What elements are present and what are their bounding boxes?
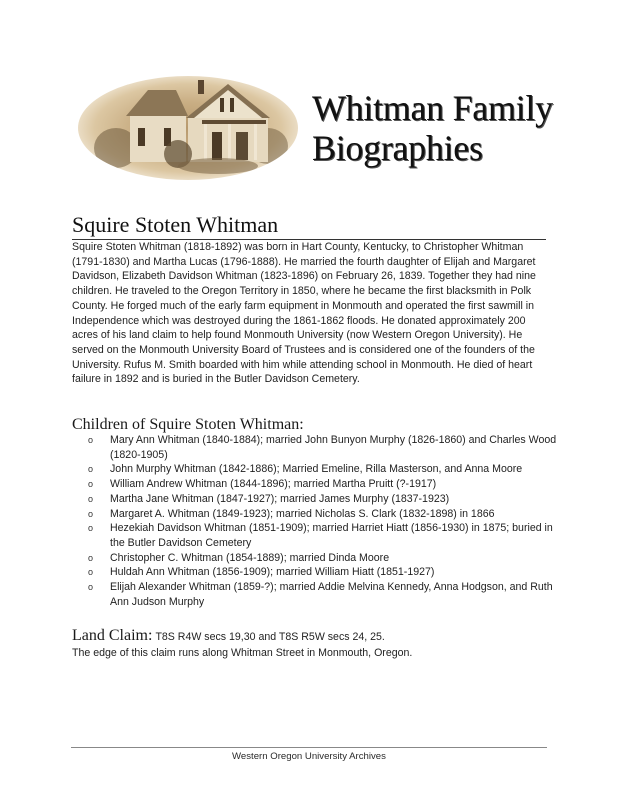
list-item xyxy=(88,551,558,566)
house-illustration-icon xyxy=(78,76,298,180)
page-title-line-2: Biographies xyxy=(312,128,483,168)
child-entry: Hezekiah Davidson Whitman (1851-1909); married Harriet Hiatt (1856-1930) in 1875; buried in the Butler Davidson Cemetery xyxy=(110,522,553,549)
list-item xyxy=(88,462,558,477)
list-item xyxy=(88,477,558,492)
list-item xyxy=(88,492,558,507)
list-item xyxy=(88,565,558,580)
footer-divider xyxy=(71,747,547,748)
children-list xyxy=(88,433,558,609)
child-entry: Elijah Alexander Whitman (1859-?); married Addie Melvina Kennedy, Anna Hodgson, and Ruth Ann Judson Murphy xyxy=(110,581,553,608)
list-item xyxy=(88,433,558,462)
child-entry: William Andrew Whitman (1844-1896); married Martha Pruitt (?-1917) xyxy=(110,478,437,491)
child-entry: John Murphy Whitman (1842-1886); Married Emeline, Rilla Masterson, and Anna Moore xyxy=(110,463,523,476)
house-photo xyxy=(78,76,298,180)
child-entry: Huldah Ann Whitman (1856-1909); married William Hiatt (1851-1927) xyxy=(110,566,435,579)
children-heading: Children of Squire Stoten Whitman: xyxy=(72,416,304,433)
biography-paragraph: Squire Stoten Whitman (1818-1892) was born in Hart County, Kentucky, to Christopher Whitman (1791-1830) and Martha Lucas (1796-1888). He married the fourth daughter of Elijah and Margaret Davidson, Elizabeth Davidson Whitman (1823-1896) on February 26, 1839. Together they had nine children. He traveled to the Oregon Territory in 1850, where he became the first blacksmith in Polk County. He forged much of the early farm equipment in Monmouth and operated the first sawmill in Independence which was destroyed during the 1861-1862 floods. He donated approximately 200 acres of his land claim to help found Monmouth University (now Western Oregon University). He served on the Monmouth University Board of Trustees and is considered one of the founders of the University. Rufus M. Smith boarded with him while attending school in Monmouth. He died of heart failure in 1892 and is buried in the Butler Davidson Cemetery. xyxy=(72,241,536,386)
page-title-line-1: Whitman Family xyxy=(312,88,553,128)
bullet-icon: o xyxy=(88,435,94,445)
bullet-icon: o xyxy=(88,479,94,490)
land-claim-value: T8S R4W secs 19,30 and T8S R5W secs 24, 25. xyxy=(155,631,385,643)
bullet-icon: o xyxy=(88,493,94,504)
bullet-icon: o xyxy=(88,464,94,475)
page-title xyxy=(312,88,553,168)
bullet-icon: o xyxy=(88,567,94,578)
bullet-icon: o xyxy=(88,582,94,593)
bullet-icon: o xyxy=(88,508,94,519)
bullet-icon: o xyxy=(88,552,94,563)
land-claim-label: Land Claim: xyxy=(72,627,153,644)
land-claim-note: The edge of this claim runs along Whitman Street in Monmouth, Oregon. xyxy=(72,647,413,659)
section-heading: Squire Stoten Whitman xyxy=(72,212,546,240)
list-item xyxy=(88,507,558,522)
child-entry: Martha Jane Whitman (1847-1927); married James Murphy (1837-1923) xyxy=(110,492,450,505)
land-claim xyxy=(72,627,552,646)
child-entry: Margaret A. Whitman (1849-1923); married Nicholas S. Clark (1832-1898) in 1866 xyxy=(110,507,495,520)
list-item xyxy=(88,521,558,550)
child-entry: Christopher C. Whitman (1854-1889); married Dinda Moore xyxy=(110,551,390,564)
list-item xyxy=(88,580,558,609)
child-entry: Mary Ann Whitman (1840-1884); married John Bunyon Murphy (1826-1860) and Charles Wood (1820-1905) xyxy=(110,434,557,461)
bullet-icon: o xyxy=(88,523,94,534)
footer-text: Western Oregon University Archives xyxy=(232,751,386,762)
